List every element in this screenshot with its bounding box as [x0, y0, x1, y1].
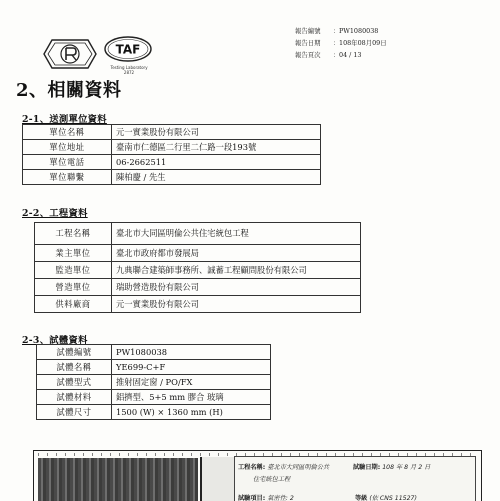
table-value: 臺北市政府都市發展局	[112, 245, 361, 262]
board-project-line2: 住宅統包工程	[253, 476, 291, 483]
table-row	[37, 405, 271, 420]
table-value: 元一實業股份有限公司	[112, 296, 361, 313]
table-row	[35, 262, 361, 279]
table-key: 試體名稱	[37, 360, 112, 375]
table-key: 單位名稱	[23, 125, 112, 140]
specimen-photo	[33, 450, 482, 501]
table-row	[23, 125, 321, 140]
specimen-table	[36, 344, 271, 420]
table-row	[37, 345, 271, 360]
table-row	[23, 140, 321, 155]
section-title: 2、相關資料	[16, 80, 122, 101]
report-page-value: 04 / 13	[339, 51, 362, 59]
taf-caption-line1: Testing Laboratory	[110, 65, 148, 70]
report-no-value: PW1080038	[339, 27, 379, 35]
table-value: 臺北市大同區明倫公共住宅統包工程	[112, 223, 361, 245]
unit-table	[22, 124, 321, 185]
table-key: 單位聯繫	[23, 170, 112, 185]
report-date-value: 108年08月09日	[339, 39, 387, 47]
table-row	[35, 279, 361, 296]
board-date-line	[353, 462, 430, 471]
report-no-label: 報告編號	[295, 27, 321, 35]
table-key: 營造單位	[35, 279, 112, 296]
board-item-value: 氣密性: 2	[267, 495, 294, 501]
table-key: 試體編號	[37, 345, 112, 360]
project-heading: 2-2、工程資料	[22, 208, 88, 219]
table-key: 試體材料	[37, 390, 112, 405]
unit-heading: 2-1、送測單位資料	[22, 114, 107, 125]
table-row	[37, 360, 271, 375]
table-row	[23, 170, 321, 185]
taf-logo-text: TAF	[115, 42, 141, 57]
table-key: 試體尺寸	[37, 405, 112, 420]
table-key: 試體型式	[37, 375, 112, 390]
report-date-separator: ：	[333, 39, 340, 47]
board-date-label: 試驗日期:	[353, 464, 381, 471]
board-date-value: 108 年 8 月 2 日	[382, 464, 431, 471]
table-row	[35, 296, 361, 313]
table-row	[37, 390, 271, 405]
table-key: 單位電話	[23, 155, 112, 170]
table-row	[23, 155, 321, 170]
report-no-separator: ：	[333, 27, 340, 35]
table-value: 推射固定窗 / PO/FX	[112, 375, 271, 390]
table-value: YE699-C+F	[112, 360, 271, 375]
board-project-label: 工程名稱:	[238, 464, 266, 471]
table-value: 鋁擠型、5+5 mm 膠合 玻璃	[112, 390, 271, 405]
table-key: 單位地址	[23, 140, 112, 155]
project-table	[34, 222, 361, 313]
table-row	[35, 223, 361, 245]
taf-caption	[106, 65, 152, 75]
board-project-line	[238, 462, 329, 471]
photo-frame-post	[200, 457, 234, 501]
table-value: 陳柏慶 / 先生	[112, 170, 321, 185]
table-value: 瑞助營造股份有限公司	[112, 279, 361, 296]
table-value: 臺南市仁德區二行里二仁路一段193號	[112, 140, 321, 155]
board-grade-label: 等級	[355, 495, 368, 501]
report-no-row	[295, 25, 387, 37]
table-value: PW1080038	[112, 345, 271, 360]
board-item-label: 試驗項目:	[238, 495, 266, 501]
table-row	[35, 245, 361, 262]
report-page-separator: ：	[333, 51, 340, 59]
taf-caption-line2: 2872	[123, 70, 135, 75]
taf-logo-icon	[103, 35, 153, 69]
accreditation-logo-icon	[42, 37, 98, 71]
photo-info-board	[234, 456, 476, 501]
specimen-heading: 2-3、試體資料	[22, 335, 88, 346]
board-project-value: 臺北市大同區明倫公共	[267, 464, 330, 471]
table-value: 九典聯合建築師事務所、誠蓄工程顧問股份有限公司	[112, 262, 361, 279]
table-key: 供料廠商	[35, 296, 112, 313]
report-page-row	[295, 49, 387, 61]
table-key: 監造單位	[35, 262, 112, 279]
table-key: 業主單位	[35, 245, 112, 262]
report-date-label: 報告日期	[295, 39, 321, 47]
table-row	[37, 375, 271, 390]
report-date-row	[295, 37, 387, 49]
table-value: 1500 (W) × 1360 mm (H)	[112, 405, 271, 420]
report-page-label: 報告頁次	[295, 51, 321, 59]
table-key: 工程名稱	[35, 223, 112, 245]
board-grade-value: (依 CNS 11527)	[369, 495, 417, 501]
report-meta	[295, 25, 387, 61]
table-value: 元一實業股份有限公司	[112, 125, 321, 140]
table-value: 06-2662511	[112, 155, 321, 170]
photo-window-frame	[38, 458, 198, 501]
